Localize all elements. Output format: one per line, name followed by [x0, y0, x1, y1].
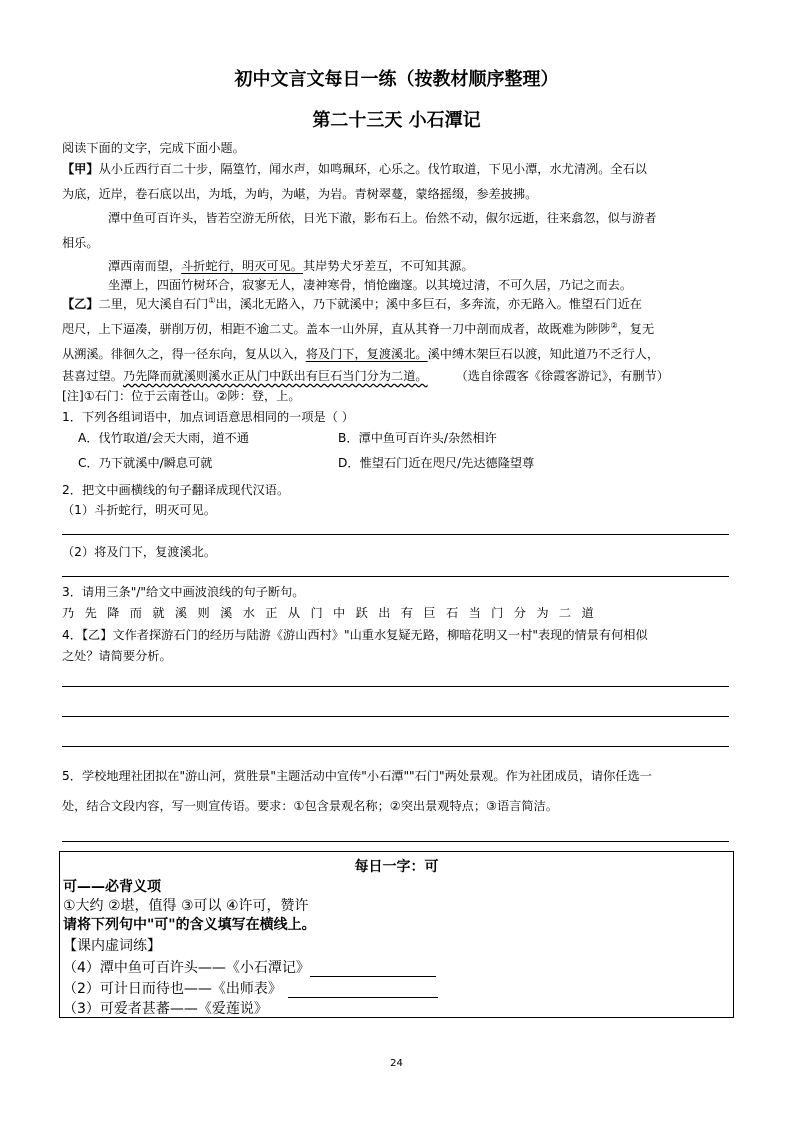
daily-item-1: （4）潭中鱼可百许头——《小石潭记》	[63, 957, 436, 977]
q5-stem-line-2: 处，结合文段内容，写一则宣传语。要求：①包含景观名称；②突出景观特点；③语言简洁。	[62, 799, 558, 813]
daily-word-section: 【课内虚词练】	[63, 938, 161, 954]
answer-line	[62, 534, 729, 535]
q3-sentence: 乃先降而就溪则溪水正从门中跃出有巨石当门分为二道	[62, 606, 605, 620]
answer-line	[62, 841, 729, 842]
answer-line	[62, 746, 729, 747]
q3-stem: 3．请用三条"/"给文中画波浪线的句子断句。	[62, 585, 305, 599]
answer-line	[62, 716, 729, 717]
q1-option-d: D．惟望石门近在咫尺/先达德隆望尊	[338, 456, 535, 470]
passage-jia-line-5: 潭西南而望，斗折蛇行，明灭可见。其岸势犬牙差互，不可知其源。	[108, 259, 474, 273]
daily-item-3: （3）可爱者甚蕃——《爱莲说》	[63, 998, 380, 1018]
q5-stem-line-1: 5．学校地理社团拟在"游山河，赏胜景"主题活动中宣传"小石潭""石门"两处景观。作为社团成员，请你任选一	[62, 769, 652, 783]
passage-jia-line-6: 坐潭上，四面竹树环合，寂寥无人，凄神寒骨，悄怆幽邃。以其境过清，不可久居，乃记之而去。	[108, 278, 633, 292]
page-number: 24	[390, 1058, 403, 1069]
underlined-sentence-1: 斗折蛇行，明灭可见。	[181, 259, 303, 273]
passage-jia-line-1: 【甲】从小丘西行百二十步，隔篁竹，闻水声，如鸣珮环，心乐之。伐竹取道，下见小潭，水尤清冽。全石以	[62, 162, 647, 176]
daily-item-2: （2）可计日而待也——《出师表》	[63, 978, 438, 998]
answer-line	[62, 686, 729, 687]
answer-line	[62, 576, 729, 577]
q2-stem: 2．把文中画横线的句子翻译成现代汉语。	[62, 483, 290, 497]
passage-jia-line-2: 为底，近岸，卷石底以出，为坻，为屿，为嵁，为岩。青树翠蔓，蒙络摇缀，参差披拂。	[62, 187, 538, 201]
daily-word-heading: 可——必背义项	[63, 879, 161, 895]
passage-yi-line-1: 【乙】二里，见大溪自石门①出，溪北无路入，乃下就溪中；溪中多巨石，多奔流，亦无路入。惟望石门近在	[62, 295, 642, 311]
daily-word-instruction: 请将下列句中"可"的含义填写在横线上。	[63, 917, 316, 933]
passage-source: （选自徐霞客《徐霞客游记》，有删节）	[455, 369, 669, 383]
q2-sentence-2: （2）将及门下，复渡溪北。	[62, 545, 217, 559]
fill-blank[interactable]	[288, 983, 438, 998]
passage-yi-line-3: 从溯溪。徘徊久之，得一径东向，复从以入，将及门下，复渡溪北。溪中缚木架巨石以渡，知此道乃不乏行人，	[62, 347, 660, 361]
q4-stem-line-1: 4．【乙】文作者探游石门的经历与陆游《游山西村》"山重水复疑无路，柳暗花明又一村"表现的情景有何相似	[62, 628, 648, 642]
passage-yi-line-2: 咫尺，上下逼凑，骈削万仞，相距不逾二丈。盖本一山外屏，直从其脊一刀中剖而成者，故既难为陟陟②，复无	[62, 320, 655, 336]
daily-word-meanings: ①大约 ②堪，值得 ③可以 ④许可，赞许	[63, 898, 309, 914]
lesson-subtitle: 第二十三天 小石潭记	[312, 110, 481, 131]
daily-word-title: 每日一字：可	[354, 859, 439, 875]
passage-jia-line-4: 相乐。	[62, 236, 99, 250]
q1-option-c: C．乃下就溪中/瞬息可就	[78, 456, 213, 470]
underlined-sentence-2: 将及门下，复渡溪北。	[305, 347, 428, 361]
daily-word-box	[59, 851, 734, 1018]
page-title: 初中文言文每日一练（按教材顺序整理）	[234, 69, 559, 90]
passage-jia-line-3: 潭中鱼可百许头，皆若空游无所依，日光下澈，影布石上。佁然不动，俶尔远逝，往来翕忽，似与游者	[108, 211, 657, 225]
footnotes: [注]①石门：位于云南苍山。②陟：登，上。	[62, 389, 301, 403]
q2-sentence-1: （1）斗折蛇行，明灭可见。	[62, 503, 217, 517]
wavy-sentence: 乃先降而就溪则溪水正从门中跃出有巨石当门分为二道。	[122, 369, 428, 383]
q1-option-b: B．潭中鱼可百许头/杂然相许	[338, 431, 497, 445]
fill-blank[interactable]	[268, 1003, 380, 1018]
note-marker-1: ①	[208, 295, 216, 305]
q1-stem: 1．下列各组词语中，加点词语意思相同的一项是（ ）	[62, 410, 354, 424]
q1-option-a: A．伐竹取道/会天大雨，道不通	[78, 431, 249, 445]
passage-yi-line-4: 甚喜过望。乃先降而就溪则溪水正从门中跃出有巨石当门分为二道。 （选自徐霞客《徐霞客游记》，有删节）	[62, 369, 669, 383]
yi-label: 【乙】	[62, 297, 99, 311]
q4-stem-line-2: 之处？请简要分析。	[62, 649, 172, 663]
note-marker-2: ②	[610, 320, 618, 330]
reading-instruction: 阅读下面的文字，完成下面小题。	[62, 141, 245, 155]
jia-label: 【甲】	[62, 162, 99, 176]
fill-blank[interactable]	[310, 962, 436, 977]
